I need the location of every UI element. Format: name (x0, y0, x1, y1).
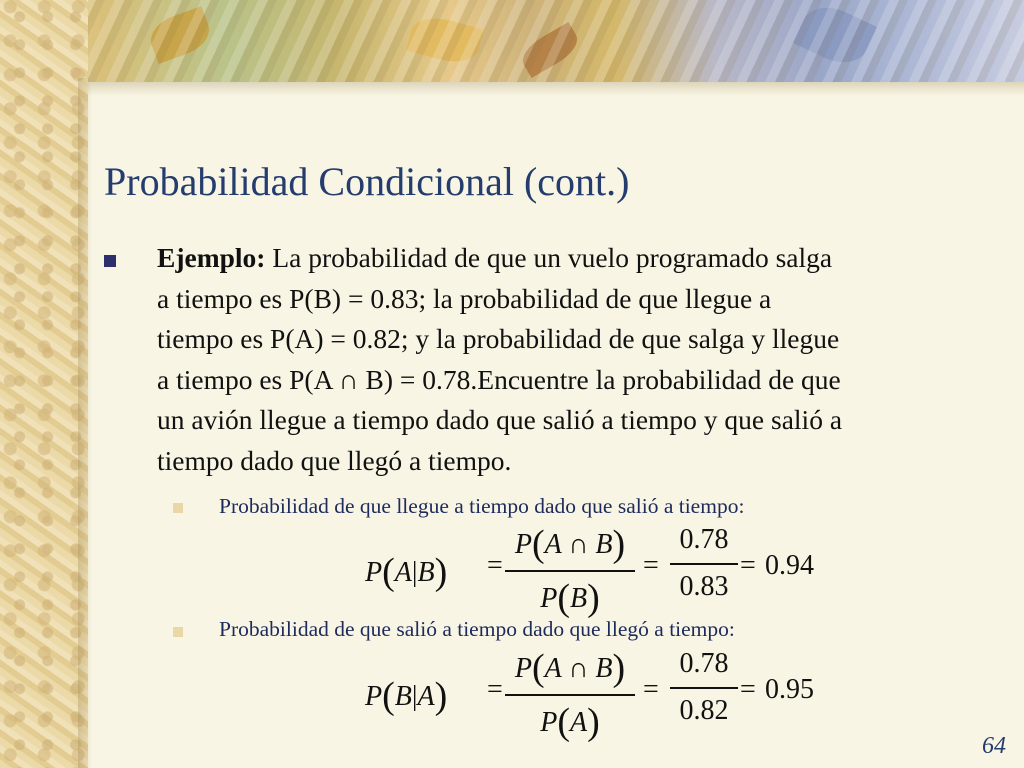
numeric-fraction (670, 524, 738, 603)
formula-lhs: P(B|A) (365, 675, 448, 717)
decorative-top-banner (0, 0, 1024, 82)
sub-bullet-text: Probabilidad de que salió a tiempo dado que llegó a tiempo: (219, 617, 735, 641)
slide-title: Probabilidad Condicional (cont.) (104, 159, 630, 204)
denominator-value: 0.83 (679, 570, 729, 602)
body-line: La probabilidad de que un vuelo programado salga (265, 242, 833, 273)
formula-lhs: P(A|B) (365, 551, 448, 593)
leaf-decoration (517, 22, 584, 78)
body-line: un avión llegue a tiempo dado que salió a tiempo y que salió a (157, 404, 843, 435)
formula-fraction: P(A ∩ B) P(A) (505, 646, 635, 744)
equals-sign: = (487, 674, 503, 705)
numerator-value: 0.78 (679, 648, 729, 679)
body-line: a tiempo es P(B) = 0.83; la probabilidad de que llegue a (157, 282, 772, 314)
leaf-decoration (406, 12, 484, 69)
sub-bullet-text: Probabilidad de que llegue a tiempo dado que salió a tiempo: (219, 494, 745, 518)
equals-sign: = (740, 550, 756, 581)
result-value: 0.94 (765, 550, 814, 581)
result-value: 0.95 (765, 674, 814, 705)
leaf-decoration (793, 0, 878, 72)
bullet-square-icon (104, 255, 116, 267)
decorative-left-strip (0, 0, 88, 768)
body-line: tiempo es P(A) = 0.82; y la probabilidad de que salga y llegue (157, 323, 840, 354)
formula-p-a-given-b (365, 523, 865, 619)
equals-sign: = (643, 674, 659, 705)
equals-sign: = (740, 674, 756, 705)
denominator-value: 0.82 (679, 694, 729, 726)
shadow-decoration (88, 82, 1024, 96)
example-label: Ejemplo: (157, 242, 266, 273)
sub-bullet-square-icon (173, 503, 183, 513)
shadow-decoration (78, 78, 92, 768)
body-line: tiempo dado que llegó a tiempo. (157, 444, 512, 476)
equals-sign: = (487, 550, 503, 581)
body-line: a tiempo es P(A ∩ B) = 0.78.Encuentre la probabilidad de que (157, 363, 841, 395)
page-number: 64 (982, 733, 1006, 759)
equals-sign: = (643, 550, 659, 581)
formula-fraction: P(A ∩ B) P(B) (505, 522, 635, 620)
numeric-fraction (670, 648, 738, 727)
sub-bullet-square-icon (173, 627, 183, 637)
leaf-decoration (145, 6, 215, 64)
main-bullet-text (157, 238, 1007, 481)
formula-p-b-given-a (365, 647, 865, 743)
numerator-value: 0.78 (679, 524, 729, 555)
